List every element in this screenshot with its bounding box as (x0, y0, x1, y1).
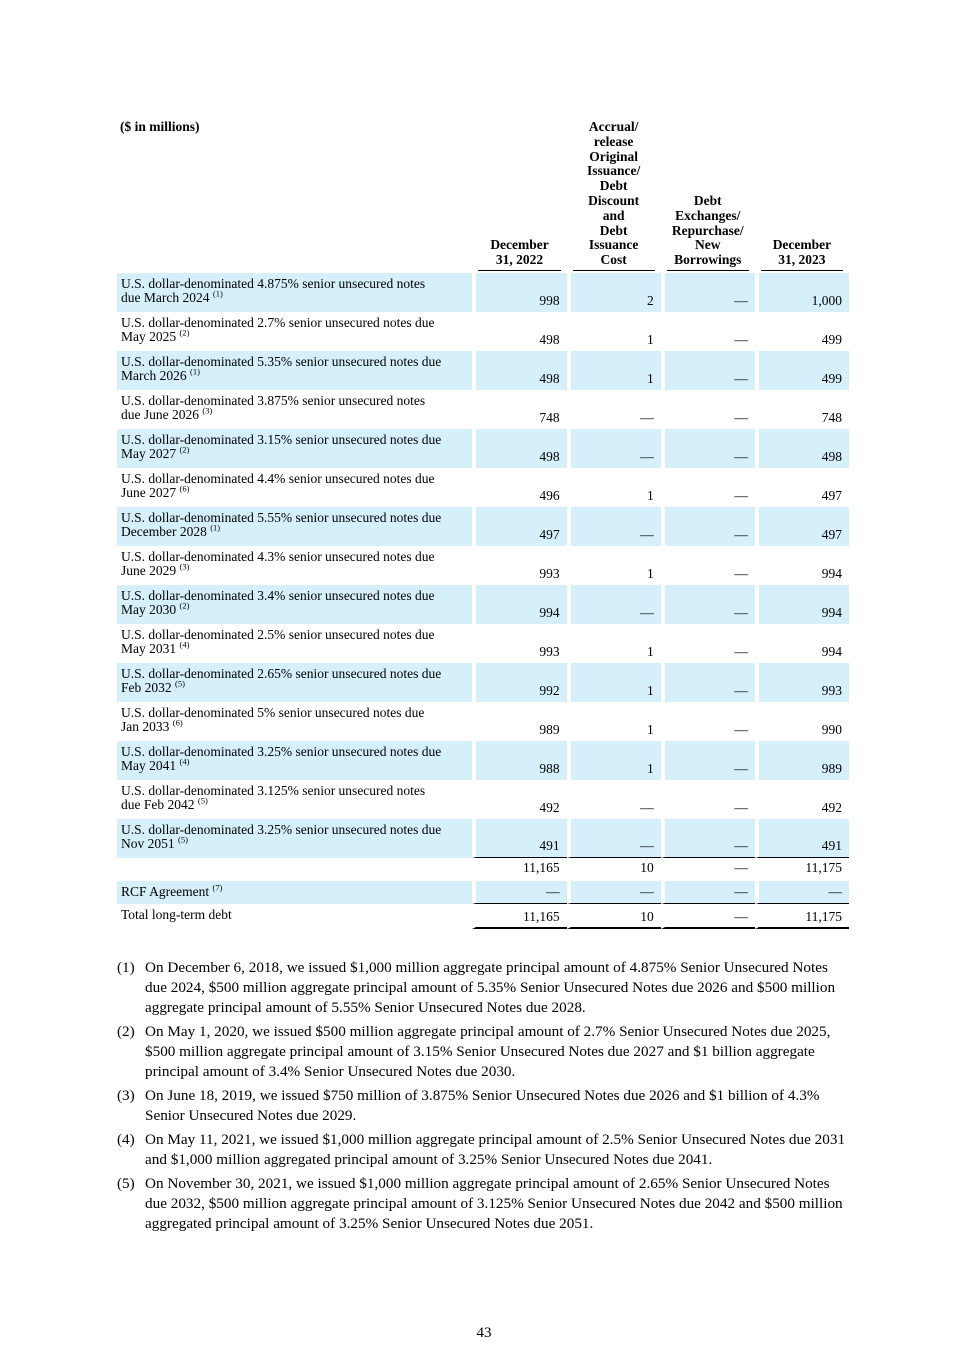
row-value: 993 (539, 566, 560, 582)
row-value: 498 (472, 429, 566, 468)
table-header-row (117, 120, 849, 273)
table-row (117, 819, 849, 858)
row-description: U.S. dollar-denominated 3.15% senior unsecured notes due May 2027 $^{(2)}$ (117, 429, 472, 468)
rcf-value: — (755, 881, 849, 904)
row-description: U.S. dollar-denominated 4.875% senior unsecured notes due March 2024 $^{(1)}$ (117, 273, 472, 312)
subtotal-value: 10 (640, 859, 654, 875)
header-dec-2023 (755, 120, 849, 273)
footnote-ref: (2) (179, 600, 190, 611)
footnote-item (117, 958, 849, 1018)
row-value: — (661, 741, 755, 780)
row-value: 994 (821, 644, 842, 660)
row-value: — (567, 507, 661, 546)
rcf-row (117, 881, 849, 904)
footnote-text: On June 18, 2019, we issued $750 million of 3.875% Senior Unsecured Notes due 2026 and $1 billion of 4.3% Senior Unsecured Notes due 2029. (145, 1087, 820, 1124)
row-value: 994 (755, 585, 849, 624)
row-value: — (567, 819, 661, 858)
total-value: 11,175 (755, 904, 849, 930)
row-value: — (640, 410, 654, 426)
row-value: — (661, 273, 755, 312)
header-label: December 31, 2022 (478, 238, 560, 271)
footnote-ref: (1) (210, 522, 221, 533)
table-body (117, 273, 849, 930)
footnote-ref: (2) (179, 327, 190, 338)
row-value: 497 (472, 507, 566, 546)
row-value: 1 (646, 644, 654, 660)
row-description: U.S. dollar-denominated 5.35% senior unsecured notes due March 2026 $^{(1)}$ (117, 351, 472, 390)
subtotal-value: 11,175 (805, 859, 842, 875)
footnote-text: On November 30, 2021, we issued $1,000 million aggregate principal amount of 2.65% Senior Unsecured Notes due 2032, $500 million aggregate principal amount of 3.125% Senior Unsecured Notes due 2042 and $500 million aggregated principal amount of 3.25% Senior Unsecured Notes due 2051. (145, 1175, 843, 1232)
rcf-label: RCF Agreement $^{(7)}$ (117, 881, 472, 904)
footnote-ref: (5) (197, 795, 208, 806)
row-value: 491 (472, 819, 566, 858)
table-row (117, 585, 849, 624)
table-row (117, 468, 849, 507)
footnote-number: (4) (117, 1131, 135, 1148)
row-value: — (734, 410, 748, 426)
row-value: — (661, 663, 755, 702)
table-row (117, 663, 849, 702)
table-row (117, 546, 849, 585)
row-value: 1,000 (755, 273, 849, 312)
footnote-text: On May 11, 2021, we issued $1,000 million aggregate principal amount of 2.5% Senior Unsecured Notes due 2031 and $1,000 million aggregated principal amount of 3.25% Senior Unsecured Notes due 2041. (145, 1131, 846, 1168)
footnote-ref: (5) (178, 834, 188, 845)
row-value: 499 (821, 332, 842, 348)
table-row (117, 312, 849, 351)
row-value: 2 (567, 273, 661, 312)
row-description: U.S. dollar-denominated 5.55% senior unsecured notes due December 2028 $^{(1)}$ (117, 507, 472, 546)
row-value: 498 (472, 351, 566, 390)
table-row (117, 390, 849, 429)
table-row (117, 351, 849, 390)
row-value: 748 (539, 410, 560, 426)
row-value: 992 (472, 663, 566, 702)
row-value: 491 (755, 819, 849, 858)
footnote-item (117, 1130, 849, 1170)
row-value: 499 (755, 351, 849, 390)
footnote-ref: (3) (202, 405, 213, 416)
table-row (117, 429, 849, 468)
row-value: — (661, 351, 755, 390)
footnote-ref: (2) (179, 444, 190, 455)
row-value: 492 (821, 800, 842, 816)
row-value: 989 (755, 741, 849, 780)
debt-table-container (117, 120, 849, 929)
footnote-ref: (1) (212, 288, 223, 299)
total-label: Total long-term debt (121, 906, 232, 922)
footnote-item (117, 1174, 849, 1234)
row-value: 1 (567, 663, 661, 702)
footnote-item (117, 1022, 849, 1082)
row-value: 994 (821, 566, 842, 582)
row-value: 498 (539, 332, 560, 348)
row-description: U.S. dollar-denominated 4.4% senior unsecured notes due June 2027 $^{(6)}$ (121, 470, 435, 501)
table-row (117, 741, 849, 780)
footnote-number: (3) (117, 1087, 135, 1104)
header-debt-exchanges (661, 120, 755, 273)
row-value: — (734, 488, 748, 504)
header-label: Accrual/ release Original Issuance/ Debt Discount and Debt Issuance Cost (573, 120, 655, 271)
footnote-ref: (4) (179, 756, 190, 767)
total-value: 10 (567, 904, 661, 930)
rcf-value: — (567, 881, 661, 904)
row-value: 1 (646, 722, 654, 738)
row-value: — (640, 800, 654, 816)
subtotal-row (117, 858, 849, 882)
header-accrual (567, 120, 661, 273)
row-value: — (661, 507, 755, 546)
row-value: 1 (567, 351, 661, 390)
footnote-text: On December 6, 2018, we issued $1,000 million aggregate principal amount of 4.875% Senior Unsecured Notes due 2024, $500 million aggregate principal amount of 5.35% Senior Unsecured Notes due 2026 and $500 million aggregate principal amount of 5.55% Senior Unsecured Notes due 2028. (145, 959, 836, 1016)
footnote-text: On May 1, 2020, we issued $500 million aggregate principal amount of 2.7% Senior Unsecured Notes due 2025, $500 million aggregate principal amount of 3.15% Senior Unsecured Notes due 2027 and $1 billion aggregate principal amount of 3.4% Senior Unsecured Notes due 2030. (145, 1023, 831, 1080)
row-description: U.S. dollar-denominated 2.7% senior unsecured notes due May 2025 $^{(2)}$ (121, 314, 435, 345)
footnote-ref: (6) (172, 717, 183, 728)
row-value: 498 (755, 429, 849, 468)
row-value: — (567, 585, 661, 624)
footnote-item (117, 1086, 849, 1126)
rcf-value: — (661, 881, 755, 904)
footnote-ref: (1) (189, 366, 200, 377)
row-description: U.S. dollar-denominated 3.25% senior unsecured notes due May 2041 $^{(4)}$ (117, 741, 472, 780)
footnote-ref: (3) (179, 561, 190, 572)
footnote-ref: (5) (175, 678, 185, 689)
row-value: 492 (539, 800, 560, 816)
row-description: U.S. dollar-denominated 3.875% senior unsecured notes due June 2026 $^{(3)}$ (121, 392, 426, 423)
total-value: 11,165 (472, 904, 566, 930)
table-row (117, 624, 849, 663)
header-dec-2022 (472, 120, 566, 273)
row-value: — (734, 800, 748, 816)
row-value: 1 (646, 566, 654, 582)
row-value: 1 (567, 741, 661, 780)
total-row (117, 904, 849, 930)
row-value: 993 (539, 644, 560, 660)
table-row (117, 507, 849, 546)
row-value: 988 (472, 741, 566, 780)
row-value: 1 (646, 332, 654, 348)
footnote-ref: (6) (179, 483, 190, 494)
row-value: 993 (755, 663, 849, 702)
footnote-ref: (7) (212, 882, 223, 893)
row-value: 497 (821, 488, 842, 504)
units-label: ($ in millions) (120, 119, 200, 134)
row-value: 990 (821, 722, 842, 738)
row-description: U.S. dollar-denominated 3.125% senior unsecured notes due Feb 2042 $^{(5)}$ (121, 782, 426, 813)
row-description: U.S. dollar-denominated 2.5% senior unsecured notes due May 2031 $^{(4)}$ (121, 626, 435, 657)
total-value: — (661, 904, 755, 930)
page-number: 43 (476, 1325, 492, 1341)
row-value: — (734, 722, 748, 738)
table-row (117, 780, 849, 819)
row-value: 989 (539, 722, 560, 738)
row-description: U.S. dollar-denominated 3.25% senior unsecured notes due Nov 2051 $^{(5)}$ (117, 819, 472, 858)
row-value: — (661, 819, 755, 858)
row-value: — (567, 429, 661, 468)
row-value: — (734, 566, 748, 582)
row-value: 998 (472, 273, 566, 312)
row-description: U.S. dollar-denominated 5% senior unsecured notes due Jan 2033 $^{(6)}$ (121, 704, 425, 735)
footnotes (117, 958, 849, 1238)
row-value: 748 (821, 410, 842, 426)
footnote-ref: (4) (179, 639, 190, 650)
row-value: — (661, 429, 755, 468)
row-description: U.S. dollar-denominated 2.65% senior unsecured notes due Feb 2032 $^{(5)}$ (117, 663, 472, 702)
table-row (117, 273, 849, 312)
row-value: 1 (646, 488, 654, 504)
row-value: 496 (539, 488, 560, 504)
subtotal-value: — (734, 859, 748, 875)
row-description: U.S. dollar-denominated 3.4% senior unsecured notes due May 2030 $^{(2)}$ (117, 585, 472, 624)
row-value: 994 (472, 585, 566, 624)
row-value: 497 (755, 507, 849, 546)
footnote-number: (5) (117, 1175, 135, 1192)
row-value: — (734, 332, 748, 348)
row-description: U.S. dollar-denominated 4.3% senior unsecured notes due June 2029 $^{(3)}$ (121, 548, 435, 579)
footnote-number: (1) (117, 959, 135, 976)
table-row (117, 702, 849, 741)
header-label: Debt Exchanges/ Repurchase/ New Borrowings (667, 194, 749, 271)
row-value: — (734, 644, 748, 660)
subtotal-label (117, 858, 472, 882)
long-term-debt-table (117, 120, 849, 929)
subtotal-value: 11,165 (522, 859, 560, 875)
header-label: December 31, 2023 (761, 238, 843, 271)
footnote-number: (2) (117, 1023, 135, 1040)
row-value: — (661, 585, 755, 624)
rcf-value: — (472, 881, 566, 904)
